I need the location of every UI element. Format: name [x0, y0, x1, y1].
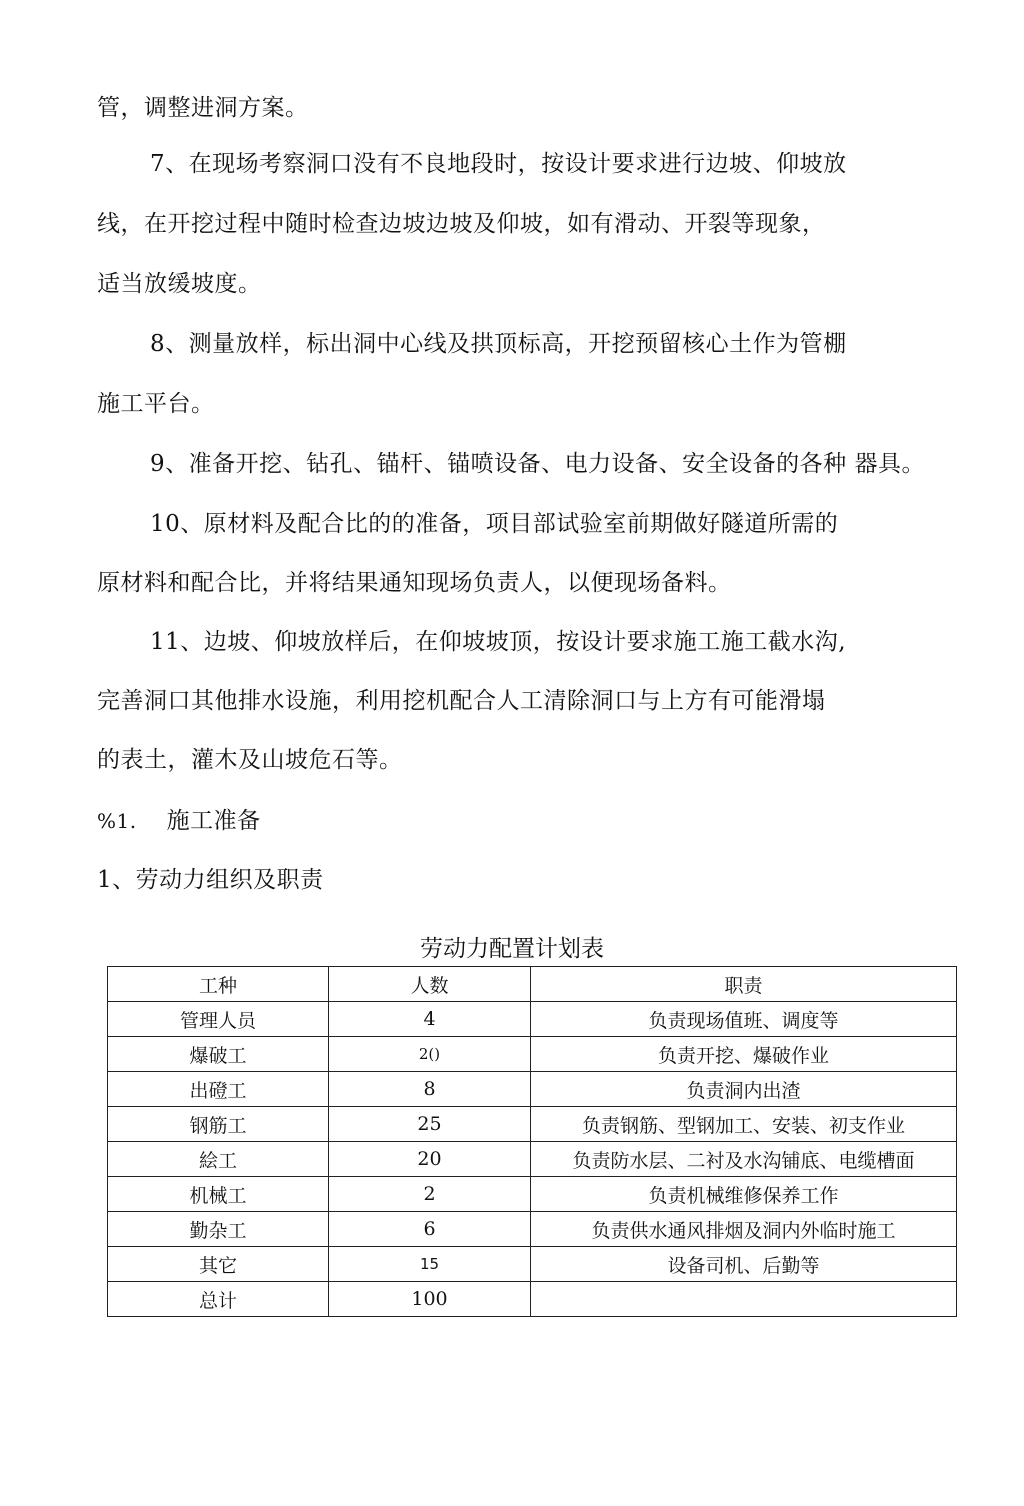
- section-heading: [97, 806, 261, 836]
- table-row: [108, 1177, 957, 1212]
- table-header-row: [108, 967, 957, 1002]
- cell-duty: 设备司机、后勤等: [531, 1247, 957, 1282]
- cell-duty: 负责开挖、爆破作业: [531, 1037, 957, 1072]
- cell-type: 总计: [108, 1282, 329, 1317]
- paragraph-line: 7、在现场考察洞口没有不良地段时，按设计要求进行边坡、仰坡放: [150, 151, 847, 177]
- cell-type: 勤杂工: [108, 1212, 329, 1247]
- table-row-total: [108, 1282, 957, 1317]
- cell-duty: 负责钢筋、型钢加工、安装、初支作业: [531, 1107, 957, 1142]
- cell-duty: 负责防水层、二衬及水沟铺底、电缆槽面: [531, 1142, 957, 1177]
- cell-type: 爆破工: [108, 1037, 329, 1072]
- section-title: 施工准备: [166, 808, 261, 834]
- cell-type: 管理人员: [108, 1002, 329, 1037]
- cell-count: 15: [329, 1247, 531, 1282]
- paragraph-line: 11、边坡、仰坡放样后，在仰坡坡顶，按设计要求施工施工截水沟,: [150, 629, 847, 655]
- table-row: [108, 1072, 957, 1107]
- paragraph-line: 8、测量放样，标出洞中心线及拱顶标高，开挖预留核心土作为管棚: [150, 331, 847, 357]
- labor-table: [107, 966, 957, 1317]
- table-row: [108, 1212, 957, 1247]
- table-row: [108, 1002, 957, 1037]
- paragraph-line: 施工平台。: [97, 391, 215, 417]
- cell-count: 2: [329, 1177, 531, 1212]
- cell-count: 2(): [329, 1037, 531, 1072]
- table-row: [108, 1037, 957, 1072]
- cell-duty: 负责现场值班、调度等: [531, 1002, 957, 1037]
- header-cell-count: 人数: [329, 967, 531, 1002]
- cell-type: 机械工: [108, 1177, 329, 1212]
- table-row: [108, 1247, 957, 1282]
- subsection-heading: 1、劳动力组织及职责: [97, 867, 324, 893]
- paragraph-line: 适当放缓坡度。: [97, 271, 262, 297]
- header-cell-duty: 职责: [531, 967, 957, 1002]
- section-number: %1.: [97, 809, 137, 833]
- paragraph-line: 原材料和配合比，并将结果通知现场负责人，以便现场备料。: [97, 570, 732, 596]
- cell-count: 20: [329, 1142, 531, 1177]
- cell-count: 8: [329, 1072, 531, 1107]
- cell-duty: 负责供水通风排烟及洞内外临时施工: [531, 1212, 957, 1247]
- cell-type: 其它: [108, 1247, 329, 1282]
- header-cell-type: 工种: [108, 967, 329, 1002]
- paragraph-line: 的表土，灌木及山坡危石等。: [97, 747, 403, 773]
- paragraph-line: 管，调整进洞方案。: [97, 95, 309, 121]
- paragraph-line: 线，在开挖过程中随时检查边坡边坡及仰坡，如有滑动、开裂等现象，: [97, 211, 826, 237]
- paragraph-line: 9、准备开挖、钻孔、锚杆、锚喷设备、电力设备、安全设备的各种 器具。: [150, 451, 925, 477]
- paragraph-line: 10、原材料及配合比的的准备，项目部试验室前期做好隧道所需的: [150, 511, 839, 537]
- cell-count: 100: [329, 1282, 531, 1317]
- cell-type: 出磴工: [108, 1072, 329, 1107]
- cell-duty: [531, 1282, 957, 1317]
- table-row: [108, 1142, 957, 1177]
- table-row: [108, 1107, 957, 1142]
- cell-count: 6: [329, 1212, 531, 1247]
- cell-type: 钢筋工: [108, 1107, 329, 1142]
- cell-duty: 负责洞内出渣: [531, 1072, 957, 1107]
- cell-count: 4: [329, 1002, 531, 1037]
- cell-duty: 负责机械维修保养工作: [531, 1177, 957, 1212]
- cell-count: 25: [329, 1107, 531, 1142]
- cell-type: 絵工: [108, 1142, 329, 1177]
- table-title: 劳动力配置计划表: [420, 936, 604, 962]
- paragraph-line: 完善洞口其他排水设施，利用挖机配合人工清除洞口与上方有可能滑塌: [97, 688, 826, 714]
